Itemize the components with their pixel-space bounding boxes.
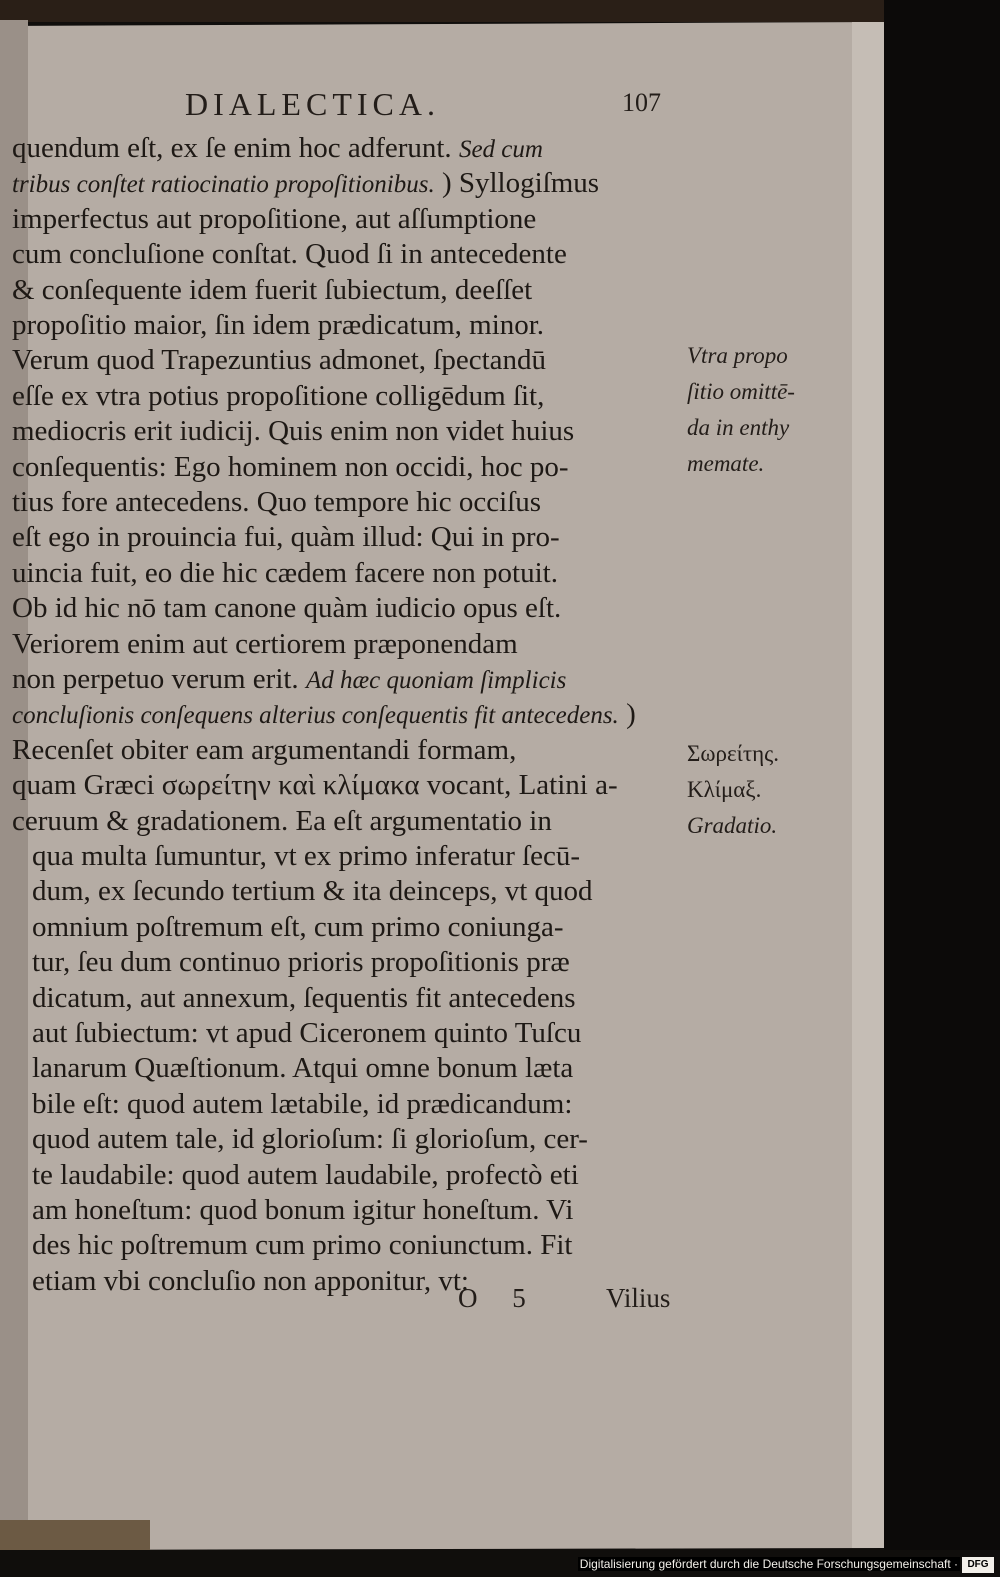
text-line (12, 696, 680, 732)
text-line (32, 1192, 682, 1228)
text-line (32, 944, 682, 980)
text-line (32, 1050, 682, 1086)
text-line-italic: Sed cum (458, 136, 543, 163)
text-line (32, 1121, 682, 1157)
text-line (12, 767, 680, 803)
text-line (12, 803, 680, 839)
text-line (32, 909, 682, 945)
text-line-roman: eſſe ex vtra potius propoſitione colligēdum ſit, (12, 379, 545, 412)
text-line (12, 484, 680, 520)
text-line-roman: Recenſet obiter eam argumentandi formam, (12, 733, 517, 766)
text-line-roman: dicatum, aut annexum, ſequentis fit antecedens (32, 981, 576, 1014)
text-line (32, 1015, 682, 1051)
text-line-roman: des hic poſtremum cum primo coniunctum. Fit (32, 1229, 573, 1262)
text-line-roman: tius fore antecedens. Quo tempore hic occiſus (12, 486, 542, 518)
text-line (12, 413, 680, 449)
margin-note-line: Gradatio. (687, 813, 778, 838)
text-line (12, 661, 680, 697)
text-line-roman: Ob id hic nō tam canone quàm iudicio opus eſt. (12, 592, 562, 625)
text-line (12, 342, 680, 378)
text-line (12, 272, 680, 308)
digitization-credit: Digitalisierung gefördert durch die Deutsche Forschungsgemeinschaft · (579, 1557, 958, 1571)
text-line (32, 1157, 682, 1193)
dfg-logo: DFG (962, 1557, 994, 1573)
text-line-roman: am honeſtum: quod bonum igitur honeſtum. Vi (32, 1194, 574, 1226)
text-line (12, 201, 680, 237)
text-line (12, 165, 680, 201)
text-line-italic: Ad hæc quoniam ſimplicis (305, 667, 567, 694)
margin-note-line: memate. (687, 451, 765, 476)
margin-note-line: da in enthy (687, 415, 790, 440)
text-line-roman: Verum quod Trapezuntius admonet, ſpectandū (12, 344, 546, 377)
text-line-tail: ) (618, 698, 636, 731)
margin-note-gradatio (687, 736, 847, 844)
text-line-roman: dum, ex ſecundo tertium & ita deinceps, vt quod (32, 875, 593, 908)
text-line-roman: uincia fuit, eo die hic cædem facere non potuit. (12, 556, 558, 589)
text-line-roman: Veriorem enim aut certiorem præponendam (12, 627, 518, 660)
text-line-roman: quam Græci σωρείτην καὶ κλίμακα vocant, Latini a- (12, 769, 618, 802)
text-line (32, 1227, 682, 1263)
text-line-roman: non perpetuo verum erit. (12, 663, 306, 695)
catchword: Vilius (606, 1283, 671, 1313)
text-line-tail: ) Syllogiſmus (434, 167, 600, 200)
text-line-roman: lanarum Quæſtionum. Atqui omne bonum læta (32, 1052, 574, 1085)
text-line (12, 130, 680, 166)
margin-note-line: ſitio omittē- (687, 379, 795, 404)
text-line (32, 980, 682, 1016)
signature-mark: O 5 (458, 1283, 540, 1313)
text-line-roman: ceruum & gradationem. Ea eſt argumentatio in (12, 804, 552, 837)
text-line-roman: imperfectus aut propoſitione, aut aſſumptione (12, 202, 537, 235)
margin-note-vtra-propositio (687, 338, 847, 482)
text-line-roman: te laudabile: quod autem laudabile, profectò eti (32, 1158, 579, 1191)
text-line-roman: eſt ego in prouincia fui, quàm illud: Qui in pro- (12, 521, 560, 554)
text-line-roman: conſequentis: Ego hominem non occidi, hoc po- (12, 450, 569, 483)
text-line (12, 236, 680, 272)
text-line (32, 838, 682, 874)
text-line-roman: etiam vbi concluſio non apponitur, vt: (32, 1264, 469, 1297)
margin-note-line: Κλίμαξ. (687, 777, 762, 802)
text-line (12, 307, 680, 343)
text-line (12, 555, 680, 591)
text-line-roman: tur, ſeu dum continuo prioris propoſitionis præ (32, 946, 570, 979)
text-line (12, 519, 680, 555)
text-line-roman: qua multa ſumuntur, vt ex primo inferatur ſecū- (32, 840, 581, 872)
text-line-roman: quod autem tale, id glorioſum: ſi glorioſum, cer- (32, 1123, 588, 1156)
text-line-roman: propoſitio maior, ſin idem prædicatum, minor. (12, 309, 545, 341)
running-head: DIALECTICA. (185, 86, 440, 122)
text-line-roman: cum concluſione conſtat. Quod ſi in antecedente (12, 238, 567, 271)
text-line-roman: omnium poſtremum eſt, cum primo coniunga- (32, 910, 564, 943)
folio-number: 107 (622, 88, 661, 117)
text-line (12, 449, 680, 485)
text-line-italic: tribus conſtet ratiocinatio propoſitionibus. (12, 171, 435, 199)
text-line (12, 378, 680, 414)
text-line (32, 873, 682, 909)
margin-note-line: Σωρείτης. (687, 741, 779, 766)
text-line-roman: bile eſt: quod autem lætabile, id prædicandum: (32, 1087, 573, 1120)
text-line-roman: quendum eſt, ex ſe enim hoc adferunt. (12, 132, 459, 164)
text-line-roman: & conſequente idem fuerit ſubiectum, deeſſet (12, 273, 533, 306)
text-line-italic: concluſionis conſequens alterius conſequentis fit antecedens. (12, 702, 619, 730)
margin-note-line: Vtra propo (687, 343, 788, 368)
text-line (12, 590, 680, 626)
text-line (12, 732, 680, 768)
text-line (32, 1263, 682, 1299)
text-line-roman: aut ſubiectum: vt apud Ciceronem quinto Tuſcu (32, 1017, 582, 1049)
text-line (12, 626, 680, 662)
text-line (32, 1086, 682, 1122)
text-line-roman: mediocris erit iudicij. Quis enim non videt huius (12, 415, 575, 448)
